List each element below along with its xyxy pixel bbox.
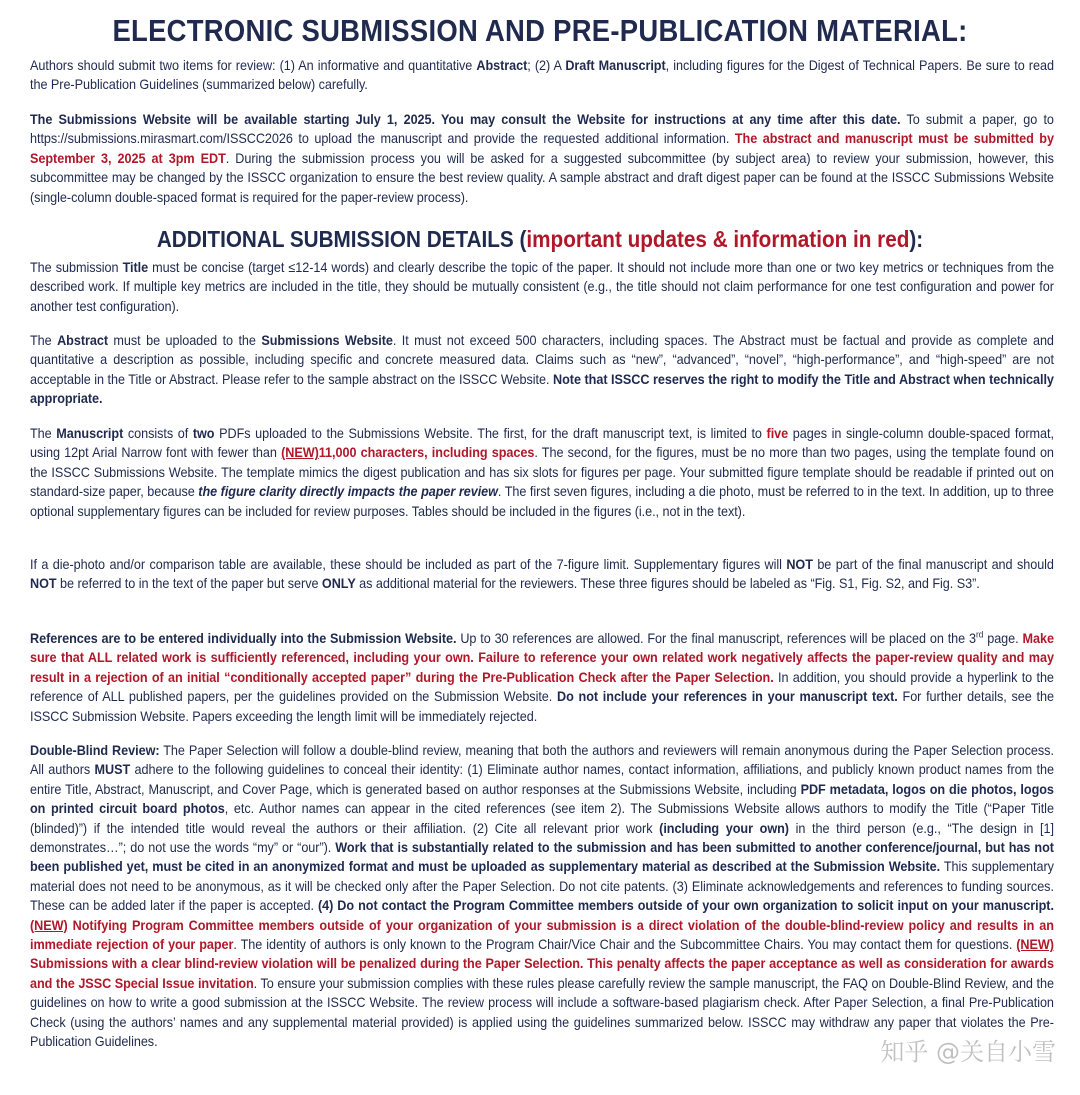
heading-text-red: important updates & information in red xyxy=(526,226,910,252)
text-bold: Note that ISSCC reserves the right to modify the Title and Abstract when technically appropriate. xyxy=(30,371,1054,407)
text-bold: ONLY xyxy=(321,576,356,592)
text: Up to 30 references are allowed. For the final manuscript, references will be placed on the 3 xyxy=(456,631,976,646)
text-bold: Title xyxy=(122,260,149,275)
text: . It must not exceed 500 characters, including spaces. The Abstract must be factual and provide as complete and quantitative a description as possible, including specific and concrete measured data. Claims such as “new”, “advanced”, “novel”, “high-performance”, and “high-speed” are not acceptable in the Title or Abstract. Please refer to the sample abstract on the ISSCC Website. xyxy=(30,333,1054,387)
text-bold: NOT xyxy=(786,557,813,572)
text-red: Submissions with a clear blind-review violation will be penalized during the Paper Selection. This penalty affects the paper acceptance as well as consideration for awards and the JSSC Special Issue invitation xyxy=(30,956,1054,991)
heading-text: ): xyxy=(909,226,924,252)
text-bold: Work that is substantially related to the submission and has been submitted to another conference/journal, but has not been published yet, must be cited in an anonymized format and must be uploaded as supplementary material as described at the Submission Website. xyxy=(30,840,1054,875)
text: Authors should submit two items for review: (1) An informative and quantitative xyxy=(30,58,477,73)
text: If a die-photo and/or comparison table are available, these should be included as part of the 7-figure limit. Supplementary figures will xyxy=(30,557,787,572)
text: The xyxy=(30,426,57,441)
text: must be uploaded to the xyxy=(108,333,262,348)
text: . The first seven figures, including a die photo, must be referred to in the text. In addition, up to three optional supplementary figures can be included for review purposes. Tables should be included in the figures (i.e., not in the text). xyxy=(30,484,1054,519)
text-red: Make sure that ALL related work is sufficiently referenced, including your own. Failure to reference your own related work negatively affects the paper-review quality and may result in a rejection of an initial “conditionally accepted paper” during the Pre-Publication Check after the Paper Selection. xyxy=(30,631,1054,685)
text-bold: Draft Manuscript xyxy=(565,58,666,73)
text: . The identity of authors is only known to the Program Chair/Vice Chair and the Subcommittee Chairs. You may contact them for questions. xyxy=(233,937,1017,953)
text: as additional material for the reviewers. These three figures should be labeled as “Fig. S1, Fig. S2, and Fig. S3”. xyxy=(355,576,980,592)
text-bold: (4) Do not contact the Program Committee members outside of your own organization to solicit input on your manuscript. xyxy=(317,898,1054,914)
heading-text: ADDITIONAL SUBMISSION DETAILS ( xyxy=(156,226,527,252)
text: This supplementary material does not need to be anonymous, as it will be checked only after the Paper Selection. Do not cite patents. (3) Eliminate acknowledgements and references to funding sources. These can be added later if the paper is accepted. xyxy=(30,859,1054,914)
text: pages in single-column double-spaced format, using 12pt Arial Narrow font with fewer than xyxy=(30,426,1054,461)
text-bold: PDF metadata, logos on die photos, logos on printed circuit board photos xyxy=(30,781,1054,817)
text: must be concise (target ≤12-14 words) and clearly describe the topic of the paper. It should not include more than one or two key metrics or techniques from the described work. If multiple key metrics are included in the title, they should be mutually consistent (e.g., the title should not claim performance for one test configuration and power for another test configuration). xyxy=(30,260,1054,314)
text: . The second, for the figures, must be no more than two pages, using the template found on the ISSCC Submissions Website. The template mimics the digest publication and has six slots for figures per page. Your submitted figure template should be readable if printed out on standard-size paper, because xyxy=(30,445,1054,500)
paragraph-double-blind-review xyxy=(30,741,1054,1052)
text: page. xyxy=(983,631,1023,646)
text-bold: References are to be entered individually into the Submission Website. xyxy=(30,631,457,646)
page-title: ELECTRONIC SUBMISSION AND PRE-PUBLICATION MATERIAL: xyxy=(112,14,968,48)
text-bold: Double-Blind Review: xyxy=(30,743,160,758)
new-badge: (NEW) xyxy=(281,445,319,461)
text-red: Notifying Program Committee members outside of your organization of your submission is a direct violation of the double-blind-review policy and results in an immediate rejection of your paper xyxy=(30,917,1054,953)
section-heading-additional-details xyxy=(54,226,1026,253)
text: be referred to in the text of the paper but serve xyxy=(56,576,322,592)
text: To submit a paper, go to https://submissions.mirasmart.com/ISSCC2026 to upload the manuscript and provide the requested additional information. xyxy=(30,112,1054,147)
text: . To ensure your submission complies with these rules please carefully review the sample manuscript, the FAQ on Double-Blind Review, and the guidelines on how to write a good submission at the ISSCC Website. The review process will include a software-based plagiarism check. After Paper Selection, a final Pre-Publication Check (using the authors’ names and any supplemental material provided) is applied using the guidelines summarized below. ISSCC may withdraw any paper that violates the Pre-Publication Guidelines. xyxy=(30,975,1054,1050)
text-bold: two xyxy=(192,426,215,441)
new-badge: (NEW) xyxy=(1016,937,1054,953)
text-bold: Submissions Website xyxy=(261,333,393,348)
text: in the third person (e.g., “The design in [1] demonstrates…”; do not use the words “my” or “our”). xyxy=(30,820,1054,856)
text: ; (2) A xyxy=(527,58,566,73)
text: be part of the final manuscript and should xyxy=(812,557,1054,572)
text-bold: (including your own) xyxy=(659,820,789,836)
text-red: five xyxy=(766,426,789,441)
paragraph-abstract xyxy=(30,331,1054,409)
text: PDFs uploaded to the Submissions Website. The first, for the draft manuscript text, is limited to xyxy=(214,426,767,441)
paragraph-references xyxy=(30,629,1054,726)
deadline-text: The abstract and manuscript must be submitted by September 3, 2025 at 3pm EDT xyxy=(30,131,1054,166)
text-bold-italic: the figure clarity directly impacts the paper review xyxy=(198,484,498,500)
text: , etc. Author names can appear in the cited references (see item 2). The Submissions Website allows authors to modify the Title (“Paper Title (blinded)”) if the intended title would reveal the authors or their affiliation. (2) Cite all relevant prior work xyxy=(30,801,1054,836)
text-bold: Abstract xyxy=(476,58,528,73)
paragraph-intro xyxy=(30,56,1054,95)
text-red: 11,000 characters, including spaces xyxy=(318,445,535,461)
text: . During the submission process you will be asked for a suggested subcommittee (by subject area) to review your submission, however, this subcommittee may be changed by the ISSCC organization to ensure the best review quality. A sample abstract and draft digest paper can be found at the ISSCC Submissions Website (single-column double-spaced format is required for the paper-review process). xyxy=(30,150,1054,205)
text: The Paper Selection will follow a double-blind review, meaning that both the authors and reviewers will remain anonymous during the Paper Selection process. All authors xyxy=(30,743,1054,778)
text-bold: Manuscript xyxy=(56,426,124,441)
text: adhere to the following guidelines to conceal their identity: (1) Eliminate author names, contact information, affiliations, and publicly known product names from the entire Title, Abstract, Manuscript, and Cover Page, which is generated based on author responses at the Submissions Website, including xyxy=(30,762,1054,797)
text-bold: The Submissions Website will be available starting July 1, 2025. You may consult the Website for instructions at any time after this date. xyxy=(30,112,901,127)
superscript: rd xyxy=(975,629,984,640)
paragraph-submission-website xyxy=(30,110,1054,207)
new-badge: (NEW) xyxy=(30,917,68,933)
paragraph-title xyxy=(30,258,1054,316)
text: The submission xyxy=(30,260,123,275)
paragraph-supplementary-figures xyxy=(30,555,1054,594)
text-bold: NOT xyxy=(30,576,57,592)
paragraph-manuscript xyxy=(30,424,1054,521)
watermark: 知乎 @关自小雪 xyxy=(880,1038,1056,1066)
text-bold: MUST xyxy=(94,762,131,778)
text: , including figures for the Digest of Technical Papers. Be sure to read the Pre-Publication Guidelines (summarized below) carefully. xyxy=(30,58,1054,93)
text-bold: Abstract xyxy=(57,333,109,348)
text: For further details, see the ISSCC Submission Website. Papers exceeding the length limit will be immediately rejected. xyxy=(30,689,1054,724)
text: In addition, you should provide a hyperlink to the reference of ALL published papers, per the guidelines provided on the Submission Website. xyxy=(30,669,1054,705)
text: The xyxy=(30,333,58,348)
text: consists of xyxy=(123,426,193,441)
text-bold: Do not include your references in your manuscript text. xyxy=(557,689,898,705)
